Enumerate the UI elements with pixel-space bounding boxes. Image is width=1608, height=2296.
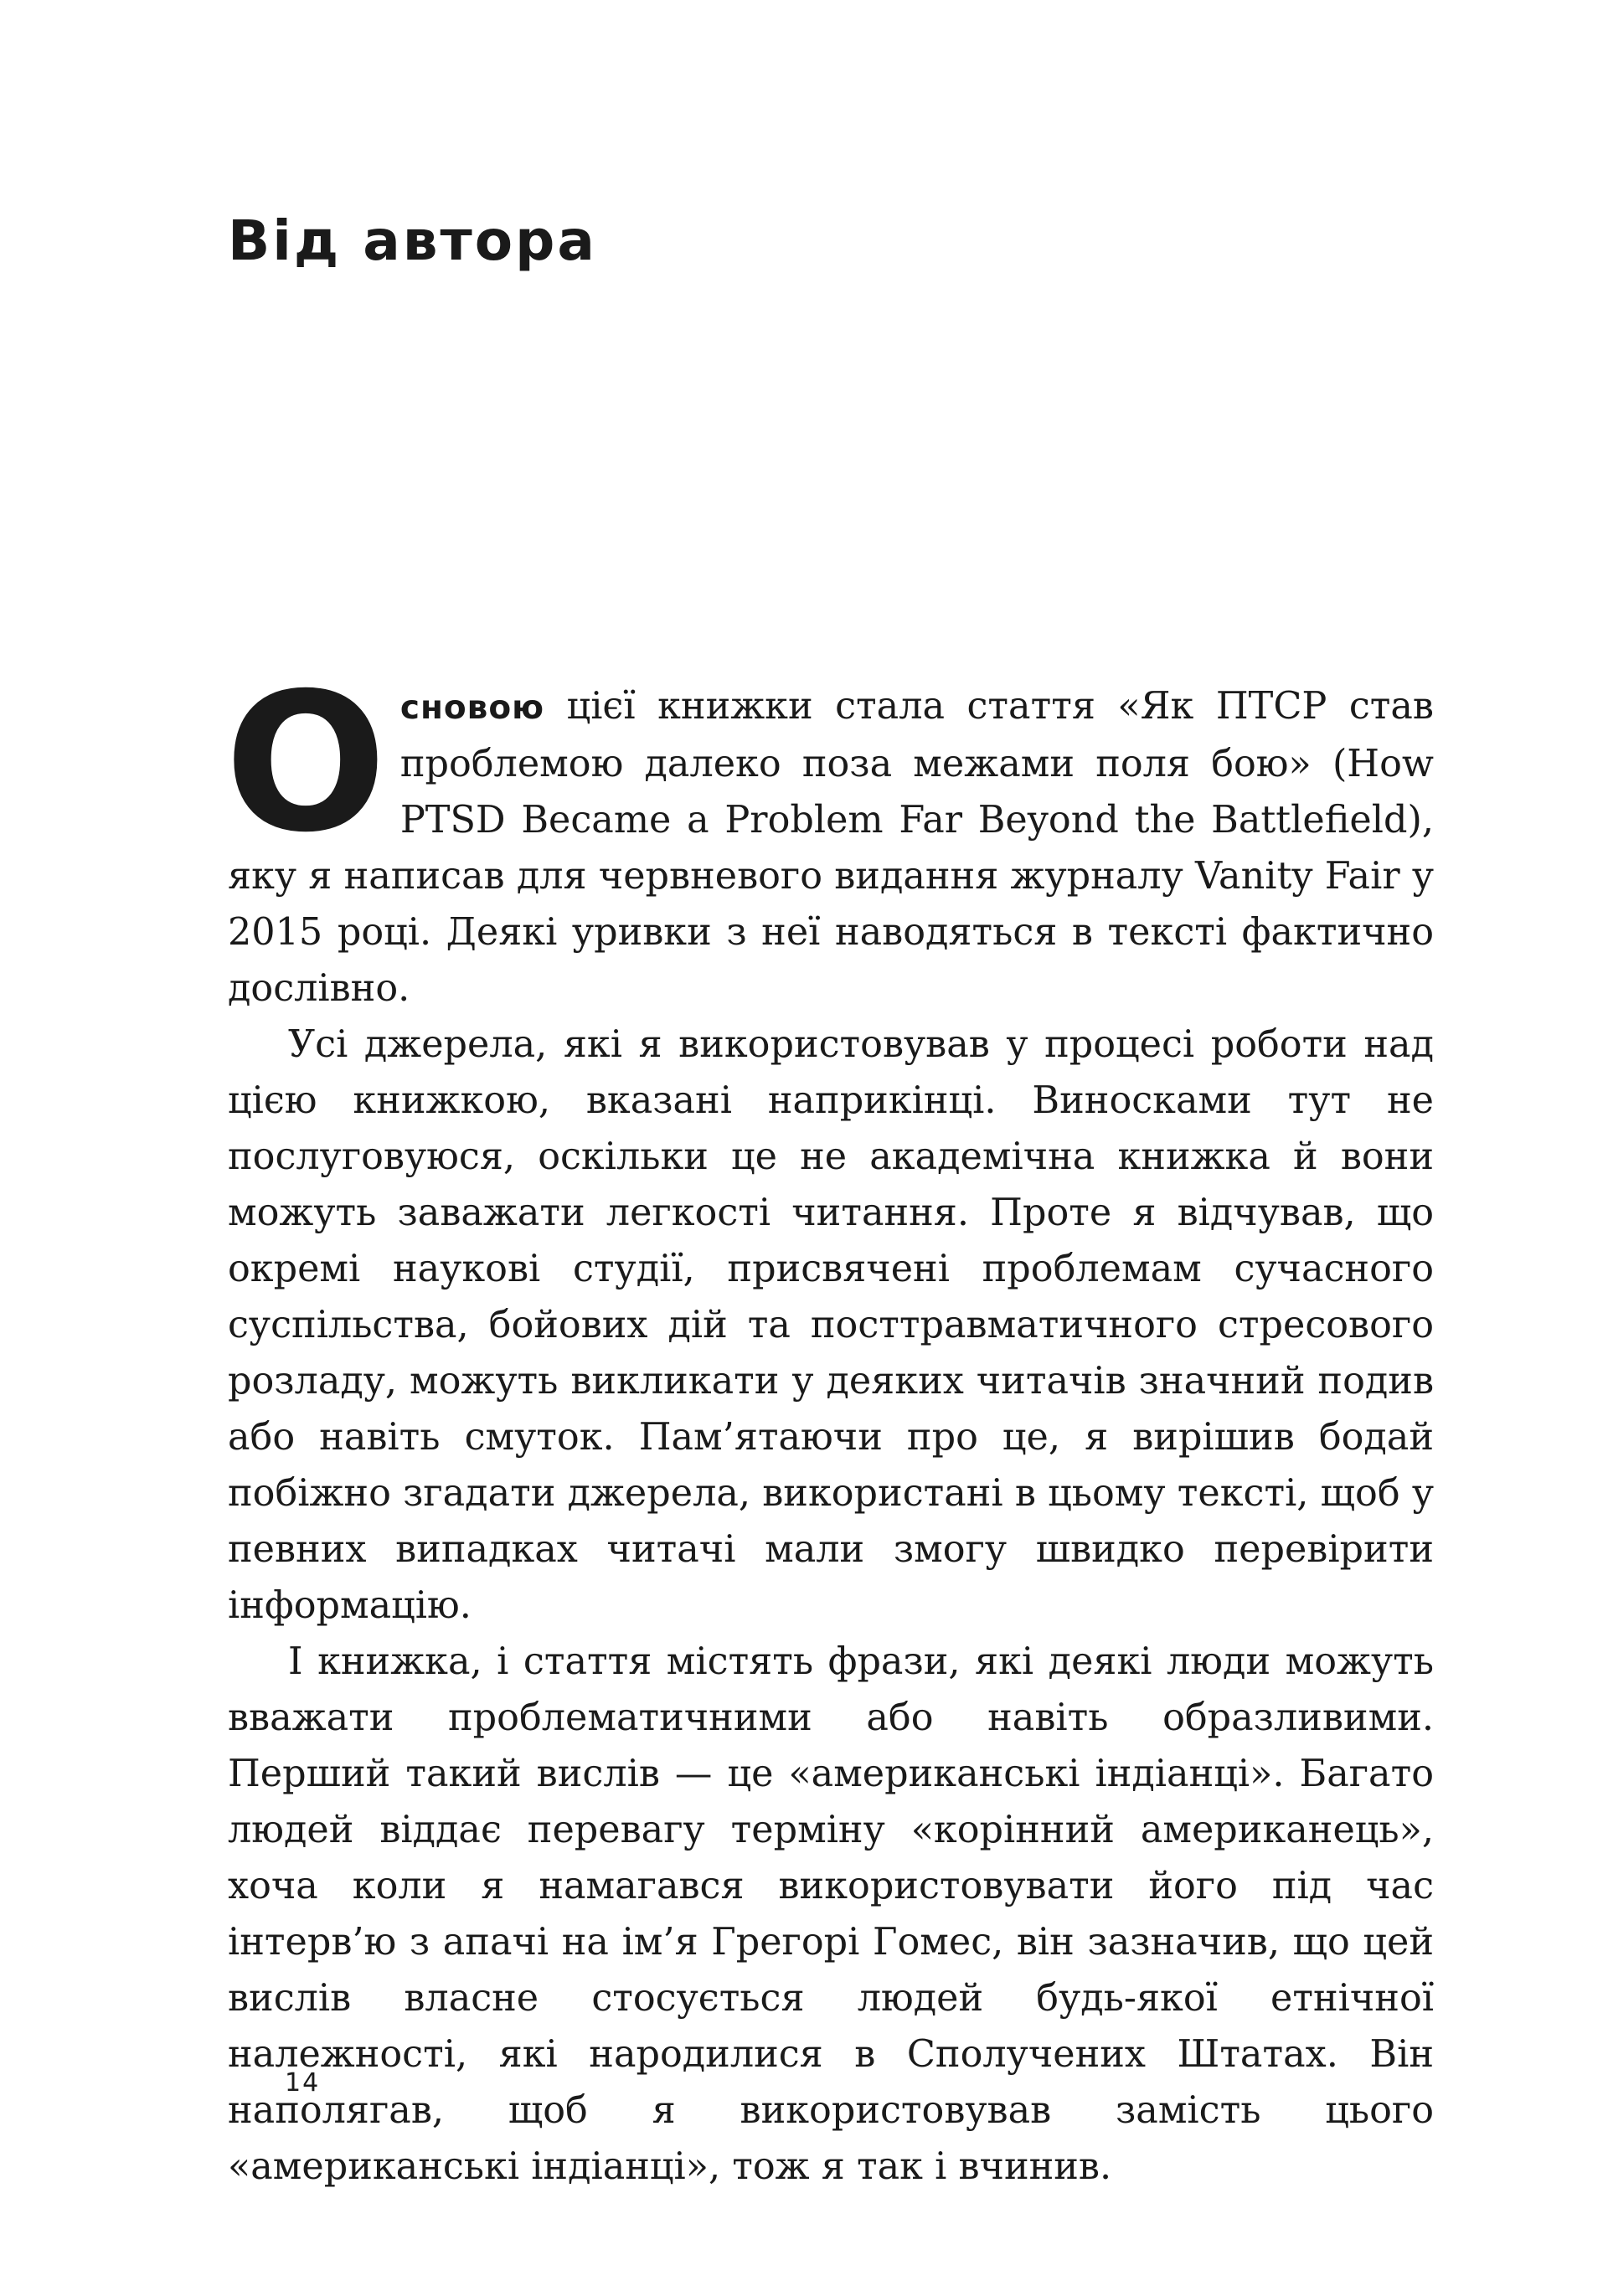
paragraph-2: Усі джерела, які я використовував у процесі роботи над цією книжкою, вказані наприкінці. Виносками тут не послуговуюся, оскільки це не академічна книжка й вони можуть заважати легкості читання. Проте я відчував, що окремі наукові студії, присвячені проблемам сучасного суспільства, бойових дій та посттравматичного стресового розладу, можуть викликати у деяких читачів значний подив або навіть смуток. Пам’ятаючи про це, я вирішив бодай побіжно згадати джерела, використані в цьому тексті, щоб у певних випадках читачі мали змогу швидко перевірити інформацію.: [228, 1023, 1434, 1627]
paragraph-3: І книжка, і стаття містять фрази, які деякі люди можуть вважати проблематичними або навіть образливими. Перший такий вислів — це «американські індіанці». Багато людей віддає перевагу терміну «корінний американець», хоча коли я намагався використовувати його під час інтерв’ю з апачі на ім’я Грегорі Гомес, він зазначив, що цей вислів власне стосується людей будь-якої етнічної належності, які народилися в Сполучених Штатах. Він наполягав, щоб я використовував замість цього «американські індіанці», тож я так і вчинив.: [228, 1640, 1434, 2188]
drop-cap: О: [224, 651, 387, 874]
paragraph-1: [224, 651, 1434, 1017]
paragraph-1-text: цієї книжки стала стаття «Як ПТСР став проблемою далеко поза межами поля бою» (How PTSD Became a Problem Far Beyond the Battlefield), яку я написав для червневого видання журналу Vanity Fair у 2015 році. Деякі уривки з неї наводяться в тексті фактично дослівно.: [228, 685, 1434, 1010]
body-text: [224, 651, 1434, 2195]
lead-word: сновою: [399, 689, 545, 727]
chapter-title: Від автора: [228, 208, 597, 273]
page-number: 14: [285, 2068, 321, 2098]
